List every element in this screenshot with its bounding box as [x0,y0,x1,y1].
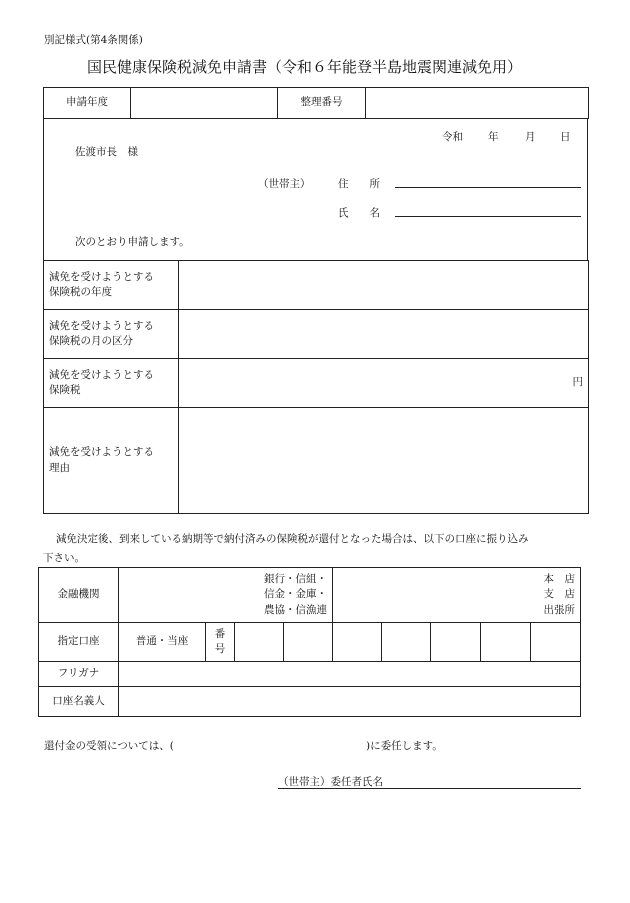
delegate-name-field[interactable] [198,740,362,753]
page-title: 国民健康保険税減免申請書（令和６年能登半島地震関連減免用） [87,58,523,76]
address-label: 住 所 [338,178,380,190]
form-header: 別記様式(第4条関係) [44,34,143,46]
delegation-prefix: 還付金の受領については、( [44,740,174,752]
date-day: 日 [560,131,571,143]
furigana-label: フリガナ [39,662,119,687]
request-statement: 次のとおり申請します。 [75,236,190,248]
delegation-suffix: )に委任します。 [366,740,443,752]
reference-number-label: 整理番号 [278,88,366,119]
account-digit-5[interactable] [431,623,481,662]
delegator-signature-field[interactable] [278,776,581,789]
address-field[interactable] [395,177,581,188]
date-era: 令和 [442,131,463,143]
field-label-month-category: 減免を受けようとする 保険税の月の区分 [44,310,179,359]
account-holder-label: 口座名義人 [39,687,119,717]
date-year: 年 [488,131,499,143]
account-digit-2[interactable] [284,623,333,662]
account-digit-1[interactable] [235,623,284,662]
reduction-details-table [43,260,589,514]
account-digit-7[interactable] [531,623,581,662]
application-year-field[interactable] [131,88,278,119]
field-value-month-category[interactable] [179,310,589,359]
account-digit-4[interactable] [382,623,431,662]
field-value-tax-amount[interactable] [179,359,589,408]
field-label-tax-year: 減免を受けようとする 保険税の年度 [44,261,179,310]
yen-unit: 円 [572,376,583,389]
account-label: 指定口座 [39,623,119,662]
furigana-field[interactable] [119,662,581,687]
field-label-tax-amount: 減免を受けようとする 保険税 [44,359,179,408]
account-digit-6[interactable] [481,623,531,662]
name-field[interactable] [395,206,581,217]
head-of-household-label: （世帯主） [258,178,311,190]
account-holder-field[interactable] [119,687,581,717]
bank-account-table [38,567,581,717]
account-digit-3[interactable] [333,623,382,662]
refund-note-line-1: 減免決定後、到来している納期等で納付済みの保険税が還付となった場合は、以下の口座に振り込み [56,533,529,545]
field-value-reason[interactable] [179,408,589,514]
account-number-label: 番 号 [206,623,235,662]
refund-note-line-2: 下さい。 [43,552,85,564]
institution-type-options[interactable]: 銀行・信組・ 信金・金庫・ 農協・信漁連 [119,568,333,623]
reference-number-field[interactable] [366,88,589,119]
header-table [43,87,589,119]
field-label-reason: 減免を受けようとする 理由 [44,408,179,514]
date-month: 月 [525,131,536,143]
branch-type-options[interactable]: 本 店 支 店 出張所 [333,568,581,623]
financial-institution-label: 金融機関 [39,568,119,623]
account-type-options[interactable]: 普通・当座 [119,623,206,662]
application-year-label: 申請年度 [44,88,131,119]
addressee: 佐渡市長 様 [75,146,138,158]
field-value-tax-year[interactable] [179,261,589,310]
name-label: 氏 名 [338,207,380,219]
delegator-label: （世帯主）委任者氏名 [278,776,383,788]
